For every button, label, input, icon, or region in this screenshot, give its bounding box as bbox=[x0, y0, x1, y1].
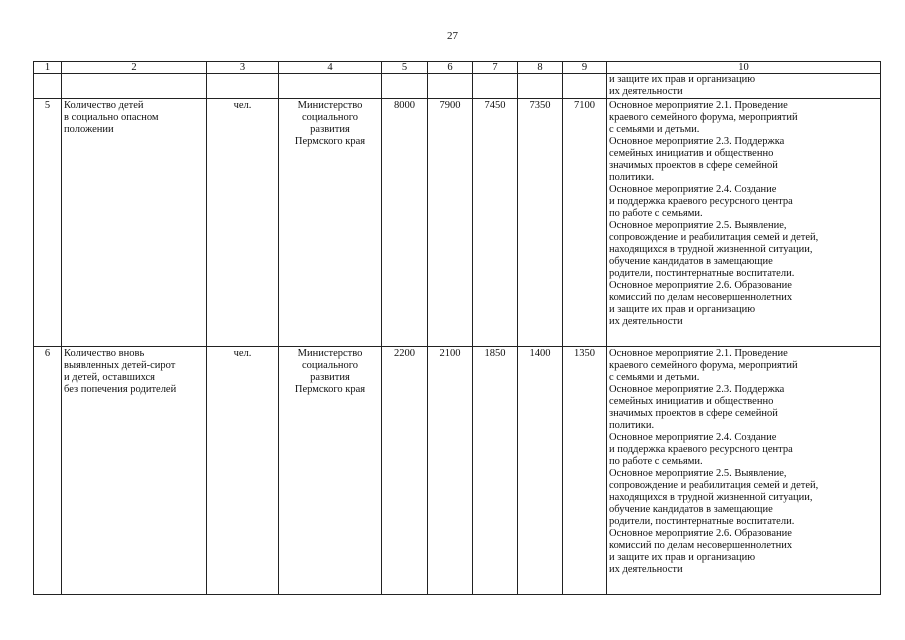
measures: Основное мероприятие 2.1. Проведение краевого семейного форума, мероприятий с семьями и детьми. Основное мероприятие 2.3. Поддержка семейных инициатив и общественно значимых проектов в сфере семейной политики. Основное мероприятие 2.4. Создание и поддержка краевого ресурсного центра по работе с семьями. Основное мероприятие 2.5. Выявление, сопровождение и реабилитация семей и детей, находящихся в трудной жизненной ситуации, обучение кандидатов в замещающие родители, постинтернатные воспитатели. Основное мероприятие 2.6. Образование комиссий по делам несовершеннолетних и защите их прав и организацию их деятельности bbox=[607, 347, 881, 595]
continuation-row bbox=[34, 74, 881, 99]
text-line: их деятельности bbox=[609, 86, 683, 97]
table-row bbox=[34, 347, 881, 595]
col-header-3: 3 bbox=[207, 62, 279, 74]
indicators-table bbox=[33, 61, 881, 595]
value-col7: 1850 bbox=[473, 347, 518, 595]
row-number: 5 bbox=[34, 99, 62, 347]
indicator-name: Количество вновь выявленных детей-сирот и детей, оставшихся без попечения родителей bbox=[62, 347, 207, 595]
value-col5: 2200 bbox=[382, 347, 428, 595]
unit: чел. bbox=[207, 347, 279, 595]
value-col8: 7350 bbox=[518, 99, 563, 347]
page-number: 27 bbox=[447, 30, 458, 42]
executor: Министерство социального развития Пермского края bbox=[279, 99, 382, 347]
value-col9: 1350 bbox=[563, 347, 607, 595]
unit: чел. bbox=[207, 99, 279, 347]
row-number: 6 bbox=[34, 347, 62, 595]
value-col8: 1400 bbox=[518, 347, 563, 595]
col-header-10: 10 bbox=[607, 62, 881, 74]
col-header-4: 4 bbox=[279, 62, 382, 74]
col-header-1: 1 bbox=[34, 62, 62, 74]
text-line: и защите их прав и организацию bbox=[609, 74, 756, 85]
table-row bbox=[34, 99, 881, 347]
executor: Министерство социального развития Пермского края bbox=[279, 347, 382, 595]
value-col6: 2100 bbox=[428, 347, 473, 595]
value-col9: 7100 bbox=[563, 99, 607, 347]
indicator-name: Количество детей в социально опасном положении bbox=[62, 99, 207, 347]
col-header-5: 5 bbox=[382, 62, 428, 74]
col-header-6: 6 bbox=[428, 62, 473, 74]
value-col5: 8000 bbox=[382, 99, 428, 347]
value-col6: 7900 bbox=[428, 99, 473, 347]
col-header-7: 7 bbox=[473, 62, 518, 74]
col-header-8: 8 bbox=[518, 62, 563, 74]
continuation-measures bbox=[607, 74, 881, 99]
col-header-9: 9 bbox=[563, 62, 607, 74]
col-header-2: 2 bbox=[62, 62, 207, 74]
header-row bbox=[34, 62, 881, 74]
value-col7: 7450 bbox=[473, 99, 518, 347]
measures: Основное мероприятие 2.1. Проведение краевого семейного форума, мероприятий с семьями и детьми. Основное мероприятие 2.3. Поддержка семейных инициатив и общественно значимых проектов в сфере семейной политики. Основное мероприятие 2.4. Создание и поддержка краевого ресурсного центра по работе с семьями. Основное мероприятие 2.5. Выявление, сопровождение и реабилитация семей и детей, находящихся в трудной жизненной ситуации, обучение кандидатов в замещающие родители, постинтернатные воспитатели. Основное мероприятие 2.6. Образование комиссий по делам несовершеннолетних и защите их прав и организацию их деятельности bbox=[607, 99, 881, 347]
